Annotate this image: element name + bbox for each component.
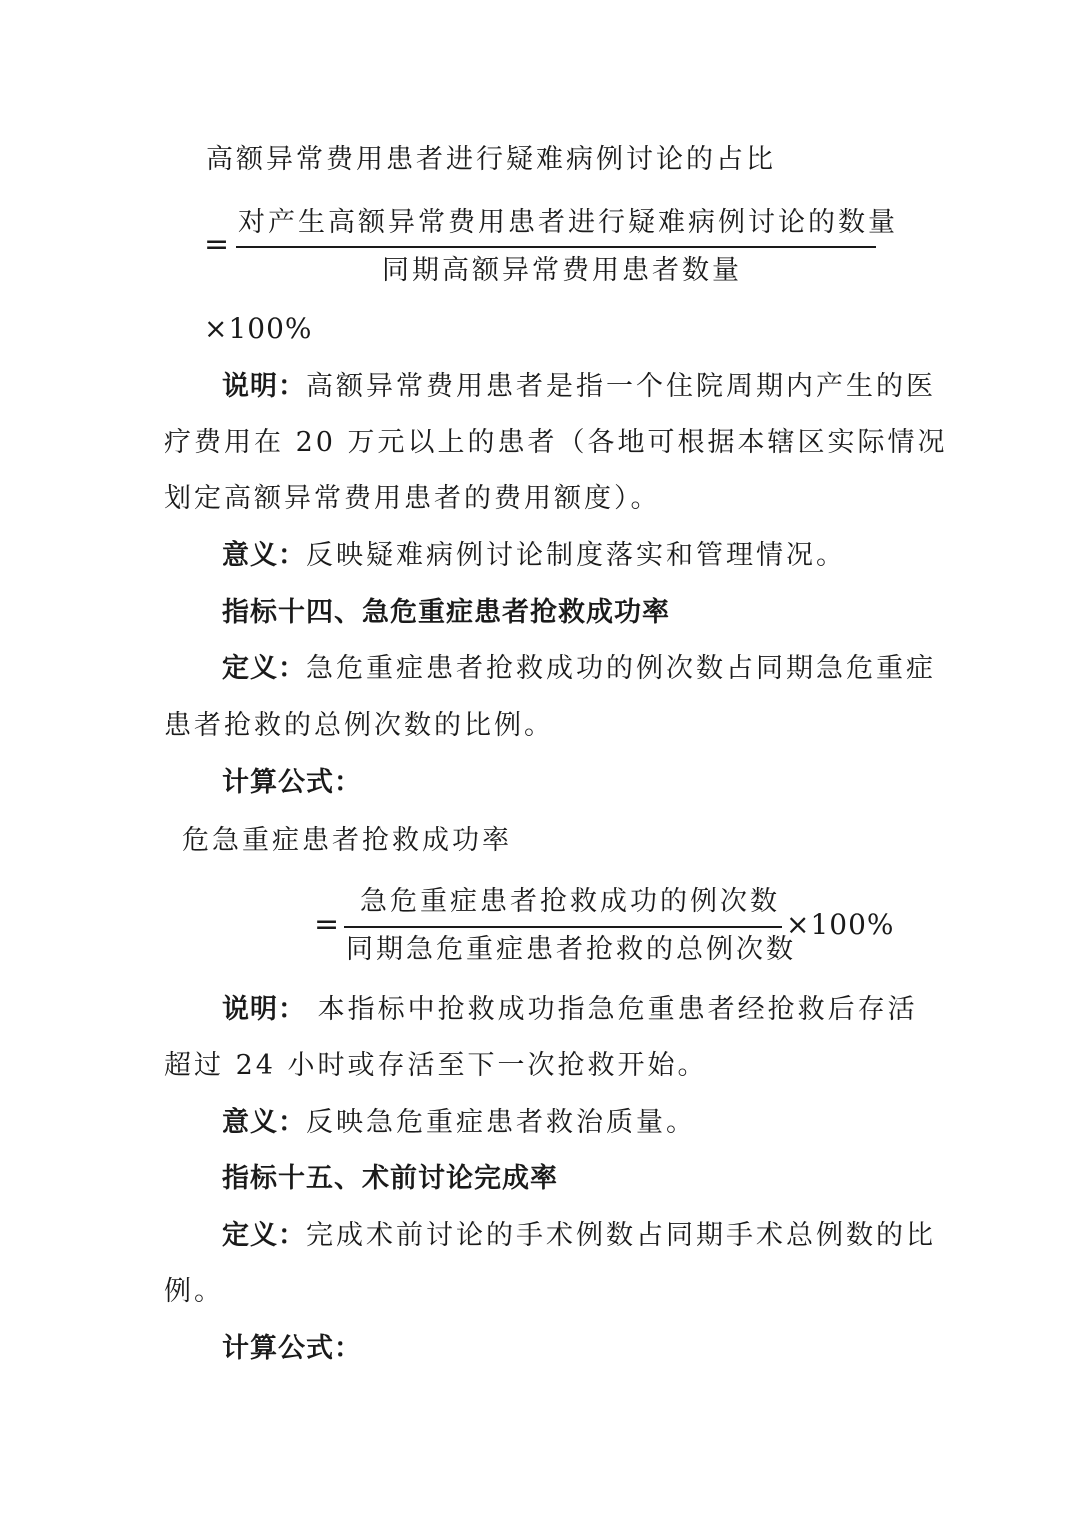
meaning1-label: 意义： [222,540,306,571]
indicator14-meaning-label: 意义： [222,1107,306,1138]
indicator15-definition-line2: 例。 [164,1276,224,1307]
indicator14-formula-title: 危急重症患者抢救成功率 [182,825,512,856]
indicator14-note [222,993,918,1027]
indicator14-note-line2: 超过 24 小时或存活至下一次抢救开始。 [164,1050,708,1081]
indicator15-definition [222,1219,936,1253]
indicator14-meaning-text: 反映急危重症患者救治质量。 [306,1107,696,1138]
note1-line1: 高额异常费用患者是指一个住院周期内产生的医 [306,371,936,402]
formula1-denominator: 同期高额异常费用患者数量 [382,255,742,286]
indicator14-note-label: 说明： [222,994,306,1025]
indicator14-equals: = [314,907,340,942]
indicator14-definition [222,652,936,686]
formula1-title: 高额异常费用患者进行疑难病例讨论的占比 [206,144,776,175]
indicator15-heading: 指标十五、术前讨论完成率 [222,1163,558,1194]
indicator14-numerator: 急危重症患者抢救成功的例次数 [360,886,780,917]
indicator15-definition-line1: 完成术前讨论的手术例数占同期手术总例数的比 [306,1220,936,1251]
note1-paragraph [222,370,936,404]
indicator14-definition-label: 定义： [222,653,306,684]
indicator14-definition-line1: 急危重症患者抢救成功的例次数占同期急危重症 [306,653,936,684]
indicator15-formula-label: 计算公式： [222,1333,362,1364]
note1-label: 说明： [222,371,306,402]
formula1-multiplier: ×100% [204,312,313,345]
indicator14-formula-label: 计算公式： [222,767,362,798]
indicator14-multiplier: ×100% [786,908,895,941]
indicator14-fraction-bar [344,926,782,928]
indicator14-meaning [222,1106,696,1140]
indicator15-definition-label: 定义： [222,1220,306,1251]
note1-line2: 疗费用在 20 万元以上的患者（各地可根据本辖区实际情况 [164,427,948,458]
note1-line3: 划定高额异常费用患者的费用额度）。 [164,483,661,514]
formula1-numerator: 对产生高额异常费用患者进行疑难病例讨论的数量 [238,207,898,238]
indicator14-note-line1: 本指标中抢救成功指急危重患者经抢救后存活 [317,994,918,1025]
indicator14-heading: 指标十四、急危重症患者抢救成功率 [222,597,670,628]
formula1-fraction-bar [236,246,876,248]
indicator14-denominator: 同期急危重症患者抢救的总例次数 [346,934,796,965]
meaning1-text: 反映疑难病例讨论制度落实和管理情况。 [306,540,846,571]
indicator14-definition-line2: 患者抢救的总例次数的比例。 [164,710,554,741]
formula1-equals: = [204,227,230,262]
meaning1-paragraph [222,539,846,573]
